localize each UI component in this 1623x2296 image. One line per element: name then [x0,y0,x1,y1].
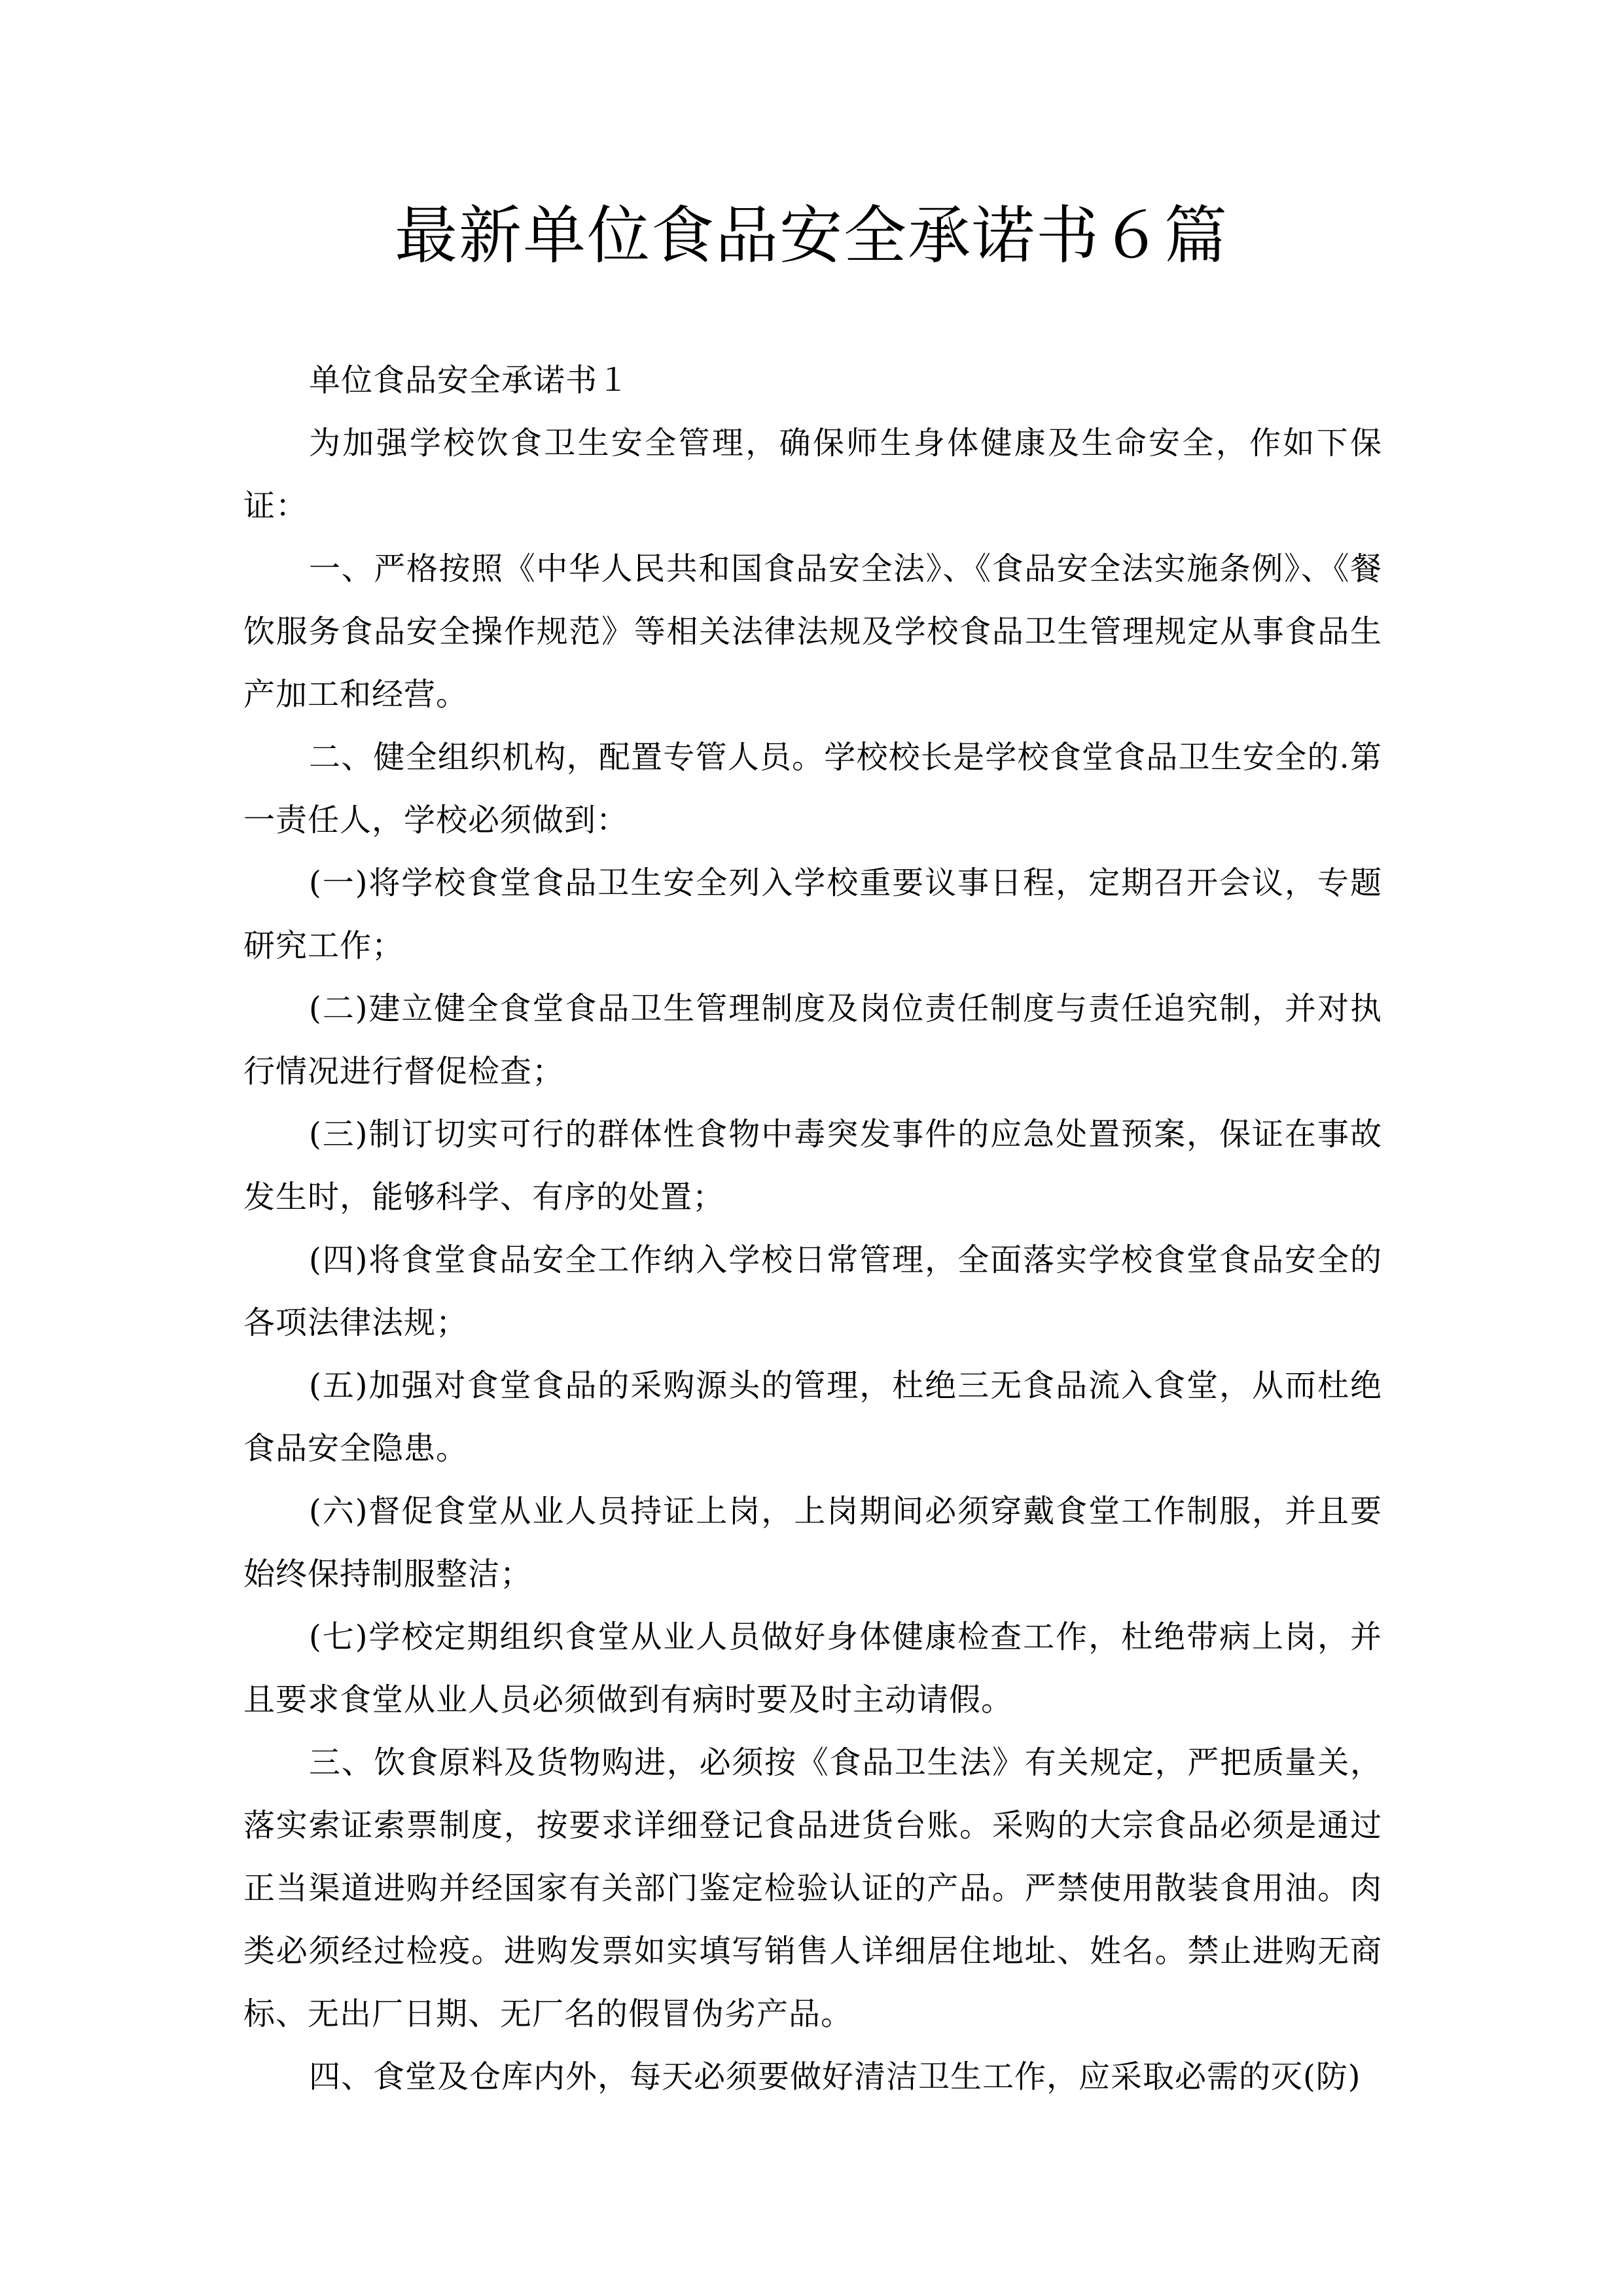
document-title: 最新单位食品安全承诺书６篇 [395,199,1228,272]
paragraph-subitem-7: (七)学校定期组织食堂从业人员做好身体健康检查工作，杜绝带病上岗，并且要求食堂从业人员必须做到有病时要及时主动请假。 [243,1619,1382,1718]
paragraph-subitem-1: (一)将学校食堂食品卫生安全列入学校重要议事日程，定期召开会议，专题研究工作； [243,865,1382,964]
paragraph-subitem-4: (四)将食堂食品安全工作纳入学校日常管理，全面落实学校食堂食品安全的各项法律法规； [243,1242,1382,1341]
paragraph-item-3: 三、饮食原料及货物购进，必须按《食品卫生法》有关规定，严把质量关，落实索证索票制度，按要求详细登记食品进货台账。采购的大宗食品必须是通过正当渠道进购并经国家有关部门鉴定检验认证的产品。严禁使用散装食用油。肉类必须经过检疫。进购发票如实填写销售人详细居住地址、姓名。禁止进购无商标、无出厂日期、无厂名的假冒伪劣产品。 [243,1744,1382,2032]
paragraph-item-4: 四、食堂及仓库内外，每天必须要做好清洁卫生工作，应采取必需的灭(防) [309,2058,1361,2095]
paragraph-item-2: 二、健全组织机构，配置专管人员。学校校长是学校食堂食品卫生安全的.第一责任人，学校必须做到： [243,739,1382,838]
paragraph-subitem-2: (二)建立健全食堂食品卫生管理制度及岗位责任制度与责任追究制，并对执行情况进行督促检查； [243,990,1382,1090]
document-body [243,349,1382,2108]
paragraph-intro: 为加强学校饮食卫生安全管理，确保师生身体健康及生命安全，作如下保证： [243,425,1382,524]
paragraph-subitem-6: (六)督促食堂从业人员持证上岗，上岗期间必须穿戴食堂工作制服，并且要始终保持制服整洁； [243,1493,1382,1592]
paragraph-subitem-3: (三)制订切实可行的群体性食物中毒突发事件的应急处置预案，保证在事故发生时，能够科学、有序的处置； [243,1116,1382,1215]
section-heading: 单位食品安全承诺书１ [309,362,630,399]
paragraph-subitem-5: (五)加强对食堂食品的采购源头的管理，杜绝三无食品流入食堂，从而杜绝食品安全隐患。 [243,1367,1382,1467]
paragraph-item-1: 一、严格按照《中华人民共和国食品安全法》、《食品安全法实施条例》、《餐饮服务食品安全操作规范》等相关法律法规及学校食品卫生管理规定从事食品生产加工和经营。 [243,550,1382,713]
